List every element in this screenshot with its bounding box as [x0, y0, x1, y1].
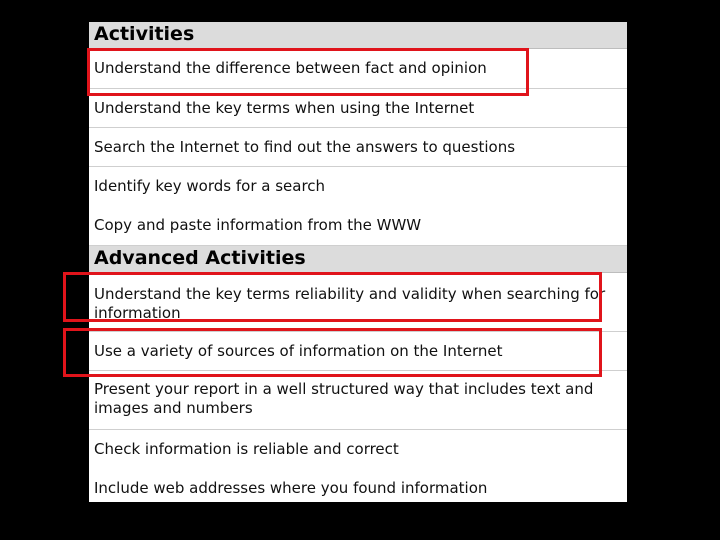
activity-row: [89, 128, 627, 167]
advanced-activity-row: [89, 430, 627, 469]
activity-text: Understand the key terms when using the Internet: [94, 99, 475, 117]
activities-table: [89, 22, 627, 502]
activity-text: Include web addresses where you found information: [94, 479, 488, 497]
activity-row: [89, 49, 627, 89]
section-header-activities: [89, 22, 627, 49]
activity-row: [89, 89, 627, 128]
advanced-activity-row: [89, 273, 627, 332]
activity-text: Present your report in a well structured way that includes text and images and numbers: [94, 380, 594, 417]
activity-text: Use a variety of sources of information on the Internet: [94, 342, 503, 360]
activity-text: Understand the key terms reliability and validity when searching for information: [94, 285, 606, 322]
activity-text: Check information is reliable and correct: [94, 440, 399, 458]
activity-text: Identify key words for a search: [94, 177, 326, 195]
section-header-advanced-activities: [89, 246, 627, 273]
activity-text: Understand the difference between fact and opinion: [94, 59, 487, 77]
activity-row: [89, 167, 627, 206]
advanced-activity-row: [89, 469, 627, 502]
activity-text: Copy and paste information from the WWW: [94, 216, 422, 234]
activity-row: [89, 206, 627, 246]
section-header-label: Advanced Activities: [94, 247, 306, 269]
advanced-activity-row: [89, 371, 627, 430]
section-header-label: Activities: [94, 23, 195, 45]
advanced-activity-row: [89, 332, 627, 371]
activity-text: Search the Internet to find out the answers to questions: [94, 138, 516, 156]
